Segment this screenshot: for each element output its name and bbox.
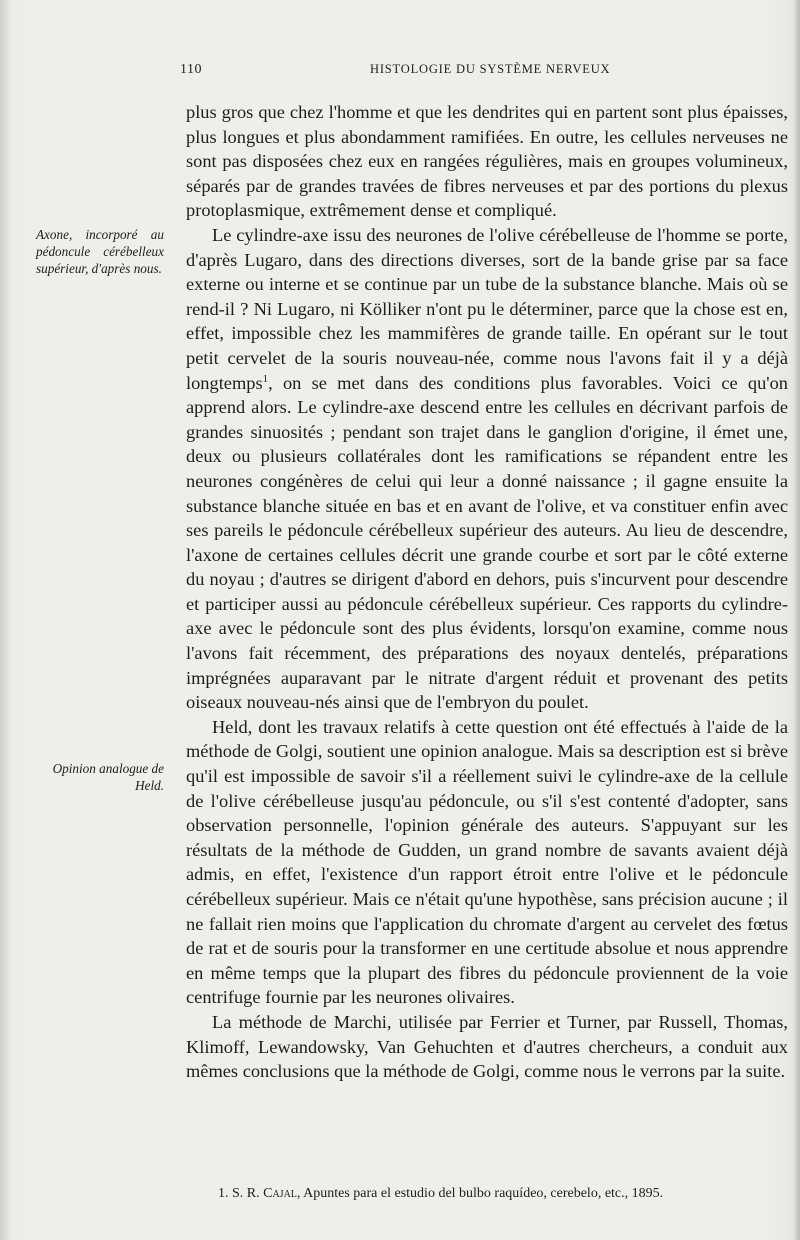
footnote-reference[interactable]: 1 [262,372,269,385]
footnote [218,1185,798,1203]
paragraph-2-part-b: , on se met dans des conditions plus favorables. Voici ce qu'on apprend alors. Le cylindre-axe descend entre les cellules en décrivant parfois de grandes sinuosités ; pendant son trajet dans le ganglion d'origine, il émet une, deux ou plusieurs collatérales dont les ramifications se répandent entre les neurones congénères de celui qui leur a donné naissance ; il gagne ensuite la substance blanche située en bas et en avant de l'olive, et va constituer enfin avec ses pareils le pédoncule cérébelleux supérieur des auteurs. Au lieu de descendre, l'axone de certaines cellules décrit une grande courbe et sort par le côté externe du noyau ; d'autres se dirigent d'abord en dehors, puis s'incurvent pour descendre et participer aussi au pédoncule cérébelleux supérieur. Ces rapports du cylindre-axe avec le pédoncule sont des plus évidents, lorsqu'on examine, comme nous l'avons fait récemment, des préparations des noyaux dentelés, préparations imprégnées auparavant par le nitrate d'argent réduit et provenant des petits oiseaux nouveau-nés ainsi que de l'embryon du poulet. [186,372,788,713]
footnote-number: 1. [218,1186,229,1201]
body-text [186,100,788,1084]
margin-note-axone: Axone, incorporé au pédoncule cérébelleux supérieur, d'après nous. [36,227,164,276]
gutter-shadow [0,0,10,1240]
running-header [180,62,800,84]
margin-note-held: Opinion analogue de Held. [52,761,164,793]
page-right-edge [794,0,800,1240]
paragraph-1: plus gros que chez l'homme et que les dendrites qui en partent sont plus épaisses, plus longues et plus abondamment ramifiées. En outre, les cellules nerveuses ne sont pas disposées chez eux en rangées régulières, mais en groupes volumineux, séparés par de grandes travées de fibres nerveuses et par des portions du plexus protoplasmique, extrêmement dense et compliqué. [186,102,788,221]
paragraph-2 [186,223,788,715]
page-number: 110 [180,62,202,77]
running-title: HISTOLOGIE DU SYSTÈME NERVEUX [370,62,611,76]
paragraph-4: La méthode de Marchi, utilisée par Ferrier et Turner, par Russell, Thomas, Klimoff, Lewandowsky, Van Gehuchten et d'autres chercheurs, a conduit aux mêmes conclusions que la méthode de Golgi, comme nous le verrons par la suite. [186,1011,788,1082]
footnote-text: Apuntes para el estudio del bulbo raquídeo, cerebelo, etc., 1895. [303,1186,664,1201]
paragraph-3: Held, dont les travaux relatifs à cette question ont été effectués à l'aide de la méthode de Golgi, soutient une opinion analogue. Mais sa description est si brève qu'il est impossible de savoir s'il a réellement suivi le cylindre-axe de la cellule de l'olive cérébelleuse jusqu'au pédoncule, ou s'il s'est contenté d'adopter, sans observation personnelle, l'opinion générale des auteurs. S'appuyant sur les résultats de la méthode de Gudden, un grand nombre de savants avaient déjà admis, en effet, l'existence d'un rapport étroit entre l'olive et le pédoncule cérébelleux supérieur. Mais ce n'était qu'une hypothèse, sans précision aucune ; il ne fallait rien moins que l'application du chromate d'argent au cervelet des fœtus de rat et de souris pour la transformer en une certitude absolue et nous apprendre en même temps que la plupart des fibres du pédoncule proviennent de la voie centrifuge fournie par les neurones olivaires. [186,716,788,1008]
paragraph-2-part-a: Le cylindre-axe issu des neurones de l'olive cérébelleuse de l'homme se porte, d'après Lugaro, dans des directions diverses, sort de la bande grise par sa face externe ou interne et se continue par un tube de la substance blanche. Mais où se rend-il ? Ni Lugaro, ni Kölliker n'ont pu le déterminer, parce que la chose est en, effet, impossible chez les mammifères de grande taille. En opérant sur le tout petit cervelet de la souris nouveau-née, comme nous l'avons fait il y a déjà longtemps [186,224,788,393]
footnote-author: S. R. Cajal, [232,1186,301,1201]
